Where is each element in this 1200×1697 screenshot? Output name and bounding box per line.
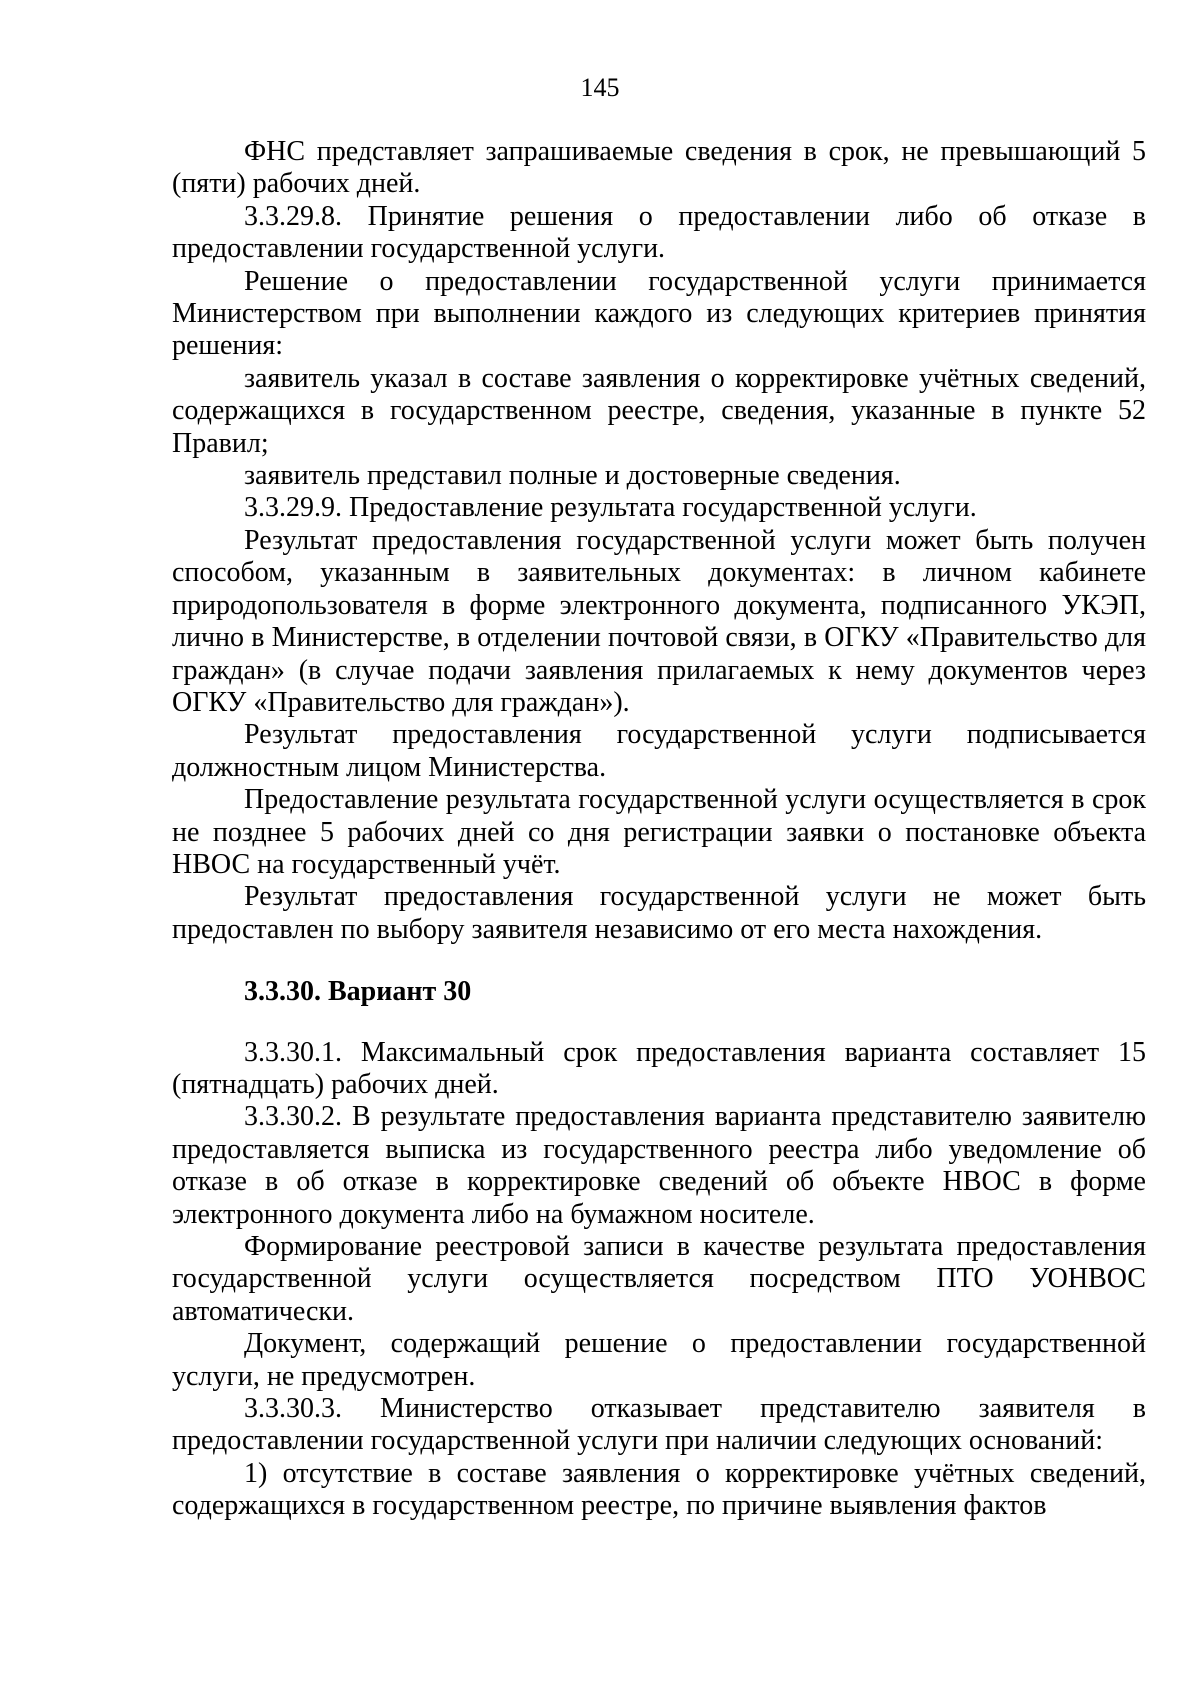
paragraph: 3.3.30.2. В результате предоставления варианта представителю заявителю предоставляется выписка из государственного реестра либо уведомление об отказе в об отказе в корректировке сведений об объекте НВОС в форме электронного документа либо на бумажном носителе. <box>172 1101 1146 1230</box>
paragraph: Результат предоставления государственной услуги не может быть предоставлен по выбору заявителя независимо от его места нахождения. <box>172 881 1146 945</box>
page-number: 145 <box>580 73 620 102</box>
paragraph: 3.3.30.3. Министерство отказывает представителю заявителя в предоставлении государственной услуги при наличии следующих оснований: <box>172 1393 1146 1457</box>
paragraph: Формирование реестровой записи в качестве результата предоставления государственной услуги осуществляется посредством ПТО УОНВОС автоматически. <box>172 1231 1146 1327</box>
document-body <box>172 136 1146 1523</box>
paragraph: ФНС представляет запрашиваемые сведения в срок, не превышающий 5 (пяти) рабочих дней. <box>172 136 1146 200</box>
paragraph: заявитель указал в составе заявления о корректировке учётных сведений, содержащихся в государственном реестре, сведения, указанные в пункте 52 Правил; <box>172 362 1146 459</box>
paragraph: Результат предоставления государственной услуги может быть получен способом, указанным в заявительных документах: в личном кабинете природопользователя в форме электронного документа, подписанного УКЭП, лично в Министерстве, в отделении почтовой связи, в ОГКУ «Правительство для граждан» (в случае подачи заявления прилагаемых к нему документов через ОГКУ «Правительство для граждан»). <box>172 524 1146 718</box>
paragraph: Предоставление результата государственной услуги осуществляется в срок не позднее 5 рабочих дней со дня регистрации заявки о постановке объекта НВОС на государственный учёт. <box>172 784 1146 880</box>
paragraph: 3.3.29.8. Принятие решения о предоставлении либо об отказе в предоставлении государственной услуги. <box>172 200 1146 265</box>
paragraph: 3.3.30.1. Максимальный срок предоставления варианта составляет 15 (пятнадцать) рабочих дней. <box>172 1036 1146 1100</box>
paragraph: Решение о предоставлении государственной услуги принимается Министерством при выполнении каждого из следующих критериев принятия решения: <box>172 265 1146 362</box>
paragraph: Документ, содержащий решение о предоставлении государственной услуги, не предусмотрен. <box>172 1328 1146 1392</box>
paragraph: Результат предоставления государственной услуги подписывается должностным лицом Министерства. <box>172 719 1146 783</box>
paragraph: заявитель представил полные и достоверные сведения. <box>244 460 901 492</box>
paragraph: 3.3.29.9. Предоставление результата государственной услуги. <box>244 492 977 524</box>
paragraph: 1) отсутствие в составе заявления о корректировке учётных сведений, содержащихся в государственном реестре, по причине выявления фактов <box>172 1457 1146 1522</box>
section-heading: 3.3.30. Вариант 30 <box>244 976 472 1008</box>
